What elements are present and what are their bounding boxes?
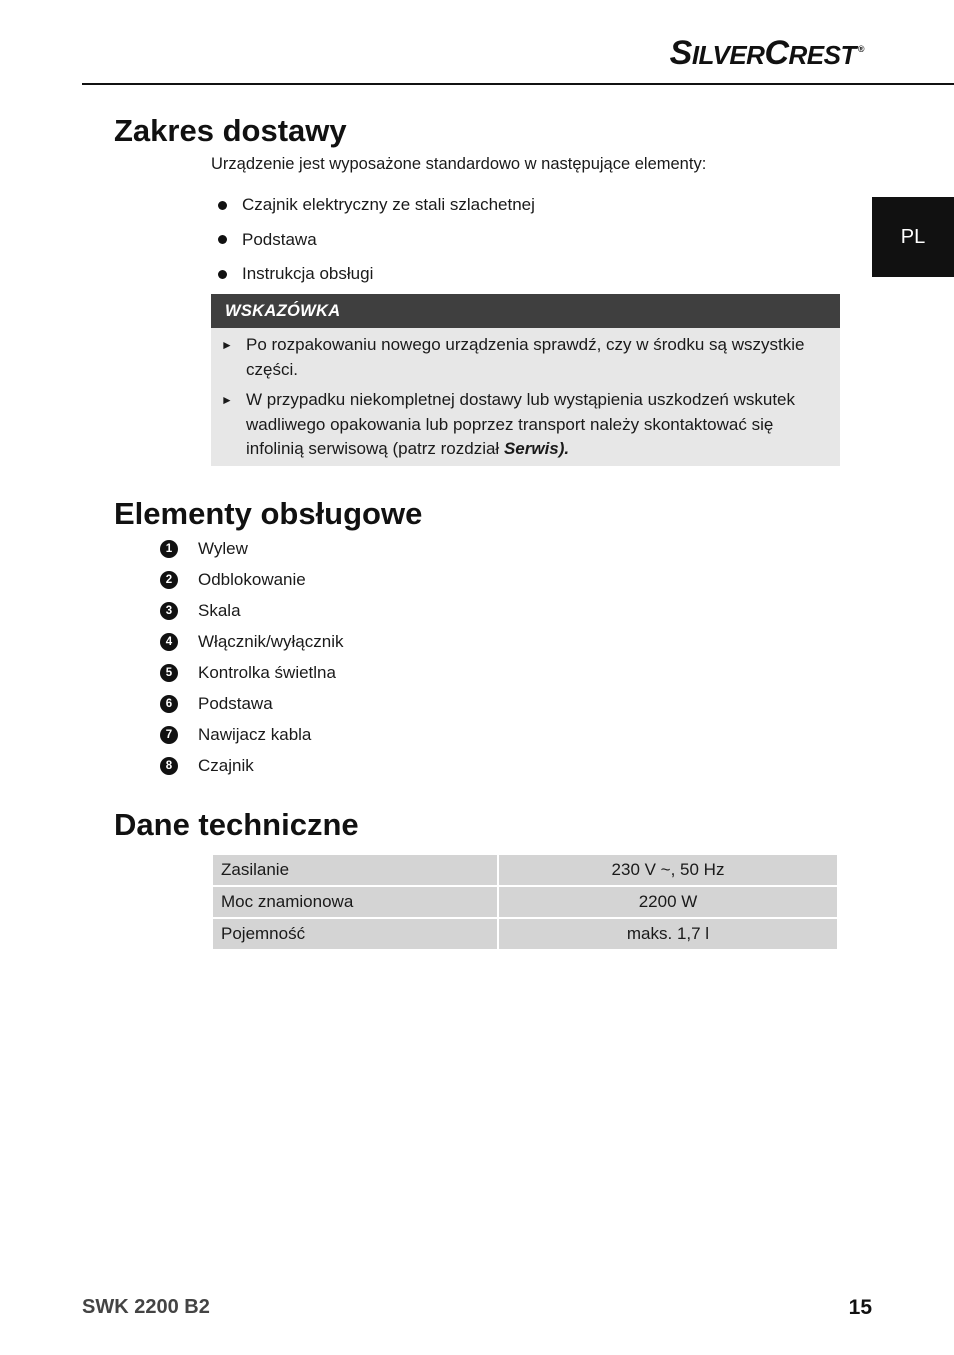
note-heading: WSKAZÓWKA [211,294,840,328]
number-badge-icon: 8 [160,757,178,775]
logo-ilver: ILVER [691,40,765,70]
number-badge-icon: 3 [160,602,178,620]
list-item-label: Podstawa [242,229,317,249]
list-item-label: Czajnik elektryczny ze stali szlachetnej [242,195,535,215]
tech-table [211,853,839,951]
arrow-right-icon: ► [221,338,233,352]
list-item [160,564,343,595]
list-item-label: Nawijacz kabla [198,724,312,744]
list-item [218,223,535,258]
delivery-title: Zakres dostawy [114,113,347,148]
logo-s: S [669,34,692,72]
note-box [211,294,840,466]
list-item [160,750,343,781]
list-item [160,719,343,750]
note-item-text: Po rozpakowaniu nowego urządzenia sprawdź, czy w środku są wszystkie części. [246,335,805,379]
list-item-label: Kontrolka świetlna [198,662,336,682]
list-item-label: Podstawa [198,693,273,713]
logo-rest: REST [788,40,856,70]
table-value: maks. 1,7 l [499,919,837,949]
table-key: Pojemność [213,919,497,949]
bullet-icon [218,270,227,279]
list-item-label: Włącznik/wyłącznik [198,631,344,651]
number-badge-icon: 4 [160,633,178,651]
controls-title: Elementy obsługowe [114,496,423,531]
list-item-label: Odblokowanie [198,569,306,589]
list-item-label: Wylew [198,538,248,558]
table-value: 2200 W [499,887,837,917]
table-value: 230 V ~, 50 Hz [499,855,837,885]
number-badge-icon: 5 [160,664,178,682]
header-rule [82,83,954,85]
delivery-intro: Urządzenie jest wyposażone standardowo w następujące elementy: [211,155,707,173]
page-number: 15 [848,1296,872,1319]
table-row [213,919,837,949]
list-item [218,188,535,223]
list-item [160,595,343,626]
list-item [218,257,535,292]
arrow-right-icon: ► [221,393,233,407]
bullet-icon [218,235,227,244]
language-tab: PL [872,197,954,277]
registered-mark: ® [857,43,864,54]
list-item-label: Instrukcja obsługi [242,264,374,284]
list-item [160,533,343,564]
number-badge-icon: 1 [160,540,178,558]
note-item [211,388,840,462]
table-row [213,855,837,885]
footer-model: SWK 2200 B2 [82,1296,210,1318]
table-row [213,887,837,917]
number-badge-icon: 6 [160,695,178,713]
list-item-label: Skala [198,600,241,620]
table-key: Zasilanie [213,855,497,885]
number-badge-icon: 7 [160,726,178,744]
number-badge-icon: 2 [160,571,178,589]
bullet-icon [218,201,227,210]
list-item [160,688,343,719]
list-item-label: Czajnik [198,755,254,775]
note-item-bold: Serwis). [503,439,570,458]
note-item-text: W przypadku niekompletnej dostawy lub wystąpienia uszkodzeń wskutek wadliwego opakowania lub poprzez transport należy skontaktować się infolinią serwisową (patrz rozdział [246,390,795,458]
note-item [211,333,840,382]
brand-logo [670,34,864,73]
delivery-list [218,188,535,292]
logo-c: C [764,34,789,72]
table-key: Moc znamionowa [213,887,497,917]
tech-title: Dane techniczne [114,807,359,842]
controls-list [160,533,343,781]
list-item [160,626,343,657]
list-item [160,657,343,688]
